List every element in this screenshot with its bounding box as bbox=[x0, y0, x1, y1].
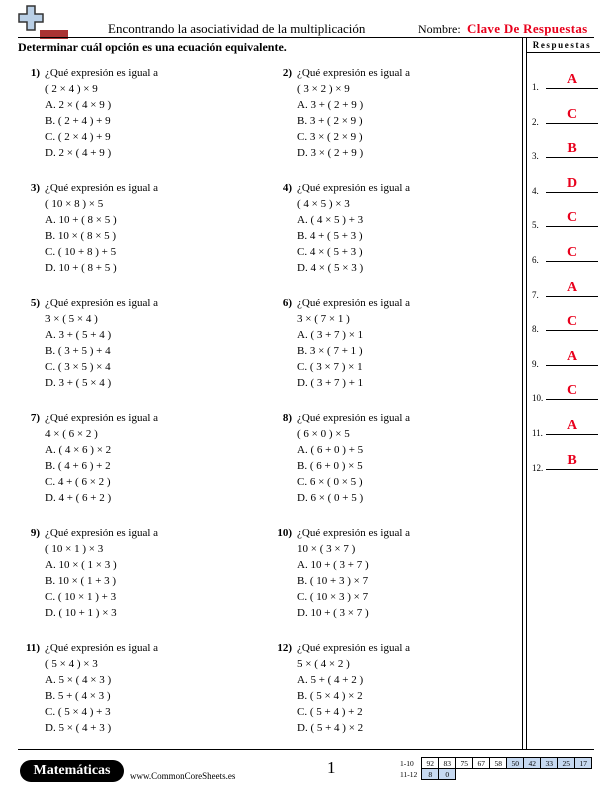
question-text: ¿Qué expresión es igual a bbox=[297, 297, 411, 309]
option-text: B. 4 + ( 5 + 3 ) bbox=[297, 230, 363, 242]
answer-number: 1. bbox=[532, 82, 539, 92]
expression-text: ( 3 × 2 ) × 9 bbox=[297, 83, 350, 95]
answer-line bbox=[546, 192, 598, 193]
answer-item bbox=[532, 275, 598, 301]
score-cell: 58 bbox=[490, 758, 507, 769]
problem-number: 2) bbox=[282, 67, 292, 79]
option-text: D. 6 × ( 0 + 5 ) bbox=[297, 492, 364, 504]
answer-line bbox=[546, 330, 598, 331]
option-text: B. ( 5 × 4 ) × 2 bbox=[297, 690, 363, 702]
answer-item bbox=[532, 205, 598, 231]
option-text: B. ( 4 + 6 ) + 2 bbox=[45, 460, 111, 472]
answer-item bbox=[532, 136, 598, 162]
name-label: Nombre: bbox=[418, 22, 461, 36]
option-text: A. 5 × ( 4 × 3 ) bbox=[45, 674, 112, 686]
option-text: C. ( 10 × 1 ) + 3 bbox=[45, 591, 117, 603]
answer-item bbox=[532, 448, 598, 474]
answer-line bbox=[546, 469, 598, 470]
answer-value: C bbox=[566, 314, 578, 330]
answer-value: A bbox=[566, 72, 578, 87]
answer-line bbox=[546, 365, 598, 366]
question-text: ¿Qué expresión es igual a bbox=[297, 527, 411, 539]
option-text: D. 3 × ( 2 + 9 ) bbox=[297, 147, 364, 159]
answer-number: 9. bbox=[532, 358, 539, 369]
answer-header-underline bbox=[526, 52, 600, 53]
option-text: C. ( 3 × 5 ) × 4 bbox=[45, 361, 111, 373]
problem-number: 7) bbox=[30, 412, 40, 424]
plus-logo-icon bbox=[18, 4, 68, 40]
answer-number: 12. bbox=[532, 462, 544, 473]
score-cell: 42 bbox=[524, 758, 541, 769]
answer-line bbox=[546, 157, 598, 158]
answer-item bbox=[532, 378, 598, 404]
option-text: A. ( 4 × 6 ) × 2 bbox=[45, 444, 112, 456]
answer-item bbox=[532, 102, 598, 128]
answer-number: 7. bbox=[532, 289, 539, 300]
answer-line bbox=[546, 261, 598, 262]
option-text: A. 10 × ( 1 × 3 ) bbox=[45, 559, 117, 571]
answer-number: 2. bbox=[532, 116, 539, 127]
option-text: C. ( 5 × 4 ) + 3 bbox=[45, 706, 111, 718]
score-cell: 8 bbox=[422, 769, 439, 780]
answer-value: A bbox=[566, 418, 578, 433]
option-text: D. ( 10 + 1 ) × 3 bbox=[45, 607, 117, 619]
option-text: A. ( 3 + 7 ) × 1 bbox=[297, 329, 364, 341]
option-text: B. ( 2 + 4 ) + 9 bbox=[45, 115, 111, 127]
problem-number: 8) bbox=[282, 412, 292, 424]
answer-value: A bbox=[566, 279, 578, 295]
answer-line bbox=[546, 399, 598, 400]
answer-value: A bbox=[566, 348, 578, 364]
option-text: A. 10 + ( 3 + 7 ) bbox=[297, 559, 369, 571]
score-row-label: 11-12 bbox=[400, 769, 418, 779]
score-cell: 33 bbox=[541, 758, 558, 769]
answer-number: 11. bbox=[532, 428, 543, 438]
option-text: A. 2 × ( 4 × 9 ) bbox=[45, 99, 112, 111]
problem-number: 9) bbox=[30, 527, 40, 539]
answer-value: C bbox=[566, 383, 578, 399]
answer-number: 8. bbox=[532, 324, 539, 335]
score-row-label: 1-10 bbox=[400, 758, 414, 768]
option-text: D. 4 + ( 6 + 2 ) bbox=[45, 492, 112, 504]
option-text: A. 10 + ( 8 × 5 ) bbox=[45, 214, 117, 226]
name-value: Clave De Respuestas bbox=[467, 21, 588, 36]
answer-item bbox=[532, 240, 598, 266]
option-text: B. 3 + ( 2 × 9 ) bbox=[297, 115, 363, 127]
option-text: C. 4 × ( 5 + 3 ) bbox=[297, 246, 363, 258]
score-cell: 17 bbox=[575, 758, 592, 769]
answer-number: 6. bbox=[532, 255, 539, 265]
answer-value: C bbox=[566, 210, 578, 226]
expression-text: ( 10 × 1 ) × 3 bbox=[45, 543, 104, 555]
answer-item bbox=[532, 413, 598, 439]
option-text: D. 4 × ( 5 × 3 ) bbox=[297, 262, 364, 274]
page-number: 1 bbox=[327, 758, 336, 777]
expression-text: 3 × ( 5 × 4 ) bbox=[45, 313, 98, 325]
question-text: ¿Qué expresión es igual a bbox=[45, 642, 159, 654]
option-text: B. ( 6 + 0 ) × 5 bbox=[297, 460, 363, 472]
page-title: Encontrando la asociatividad de la multiplicación bbox=[108, 21, 366, 36]
score-cell: 0 bbox=[439, 769, 456, 780]
option-text: D. 10 + ( 8 + 5 ) bbox=[45, 262, 117, 274]
score-table bbox=[398, 757, 592, 780]
footer-divider bbox=[18, 749, 594, 750]
option-text: C. ( 10 + 8 ) + 5 bbox=[45, 246, 117, 258]
score-cell: 50 bbox=[507, 758, 524, 769]
option-text: B. 5 + ( 4 × 3 ) bbox=[45, 690, 111, 702]
question-text: ¿Qué expresión es igual a bbox=[297, 412, 411, 424]
expression-text: ( 10 × 8 ) × 5 bbox=[45, 198, 104, 210]
option-text: C. ( 10 × 3 ) × 7 bbox=[297, 591, 369, 603]
answer-value: B bbox=[567, 141, 577, 157]
answer-item bbox=[532, 309, 598, 335]
expression-text: ( 4 × 5 ) × 3 bbox=[297, 198, 350, 210]
answer-line bbox=[546, 123, 598, 124]
score-cell: 25 bbox=[558, 758, 575, 769]
answers-header: Respuestas bbox=[532, 40, 592, 50]
option-text: A. ( 6 + 0 ) + 5 bbox=[297, 444, 364, 456]
question-text: ¿Qué expresión es igual a bbox=[45, 67, 159, 79]
question-text: ¿Qué expresión es igual a bbox=[297, 67, 411, 79]
option-text: C. ( 5 + 4 ) + 2 bbox=[297, 706, 363, 718]
problem-number: 10) bbox=[277, 527, 292, 539]
answer-item bbox=[532, 171, 598, 197]
question-text: ¿Qué expresión es igual a bbox=[45, 182, 159, 194]
expression-text: 4 × ( 6 × 2 ) bbox=[45, 428, 98, 440]
score-cell: 67 bbox=[473, 758, 490, 769]
answer-item bbox=[532, 344, 598, 370]
answer-value: B bbox=[567, 452, 577, 468]
question-text: ¿Qué expresión es igual a bbox=[297, 642, 411, 654]
answer-value: C bbox=[566, 245, 578, 260]
option-text: A. 3 + ( 2 + 9 ) bbox=[297, 99, 364, 111]
problem-number: 3) bbox=[30, 182, 40, 194]
option-text: D. 5 × ( 4 + 3 ) bbox=[45, 722, 112, 734]
problem-number: 11) bbox=[25, 642, 40, 654]
question-text: ¿Qué expresión es igual a bbox=[45, 412, 159, 424]
answer-number: 3. bbox=[532, 151, 539, 162]
option-text: D. ( 5 + 4 ) × 2 bbox=[297, 722, 364, 734]
option-text: B. ( 10 + 3 ) × 7 bbox=[297, 575, 369, 587]
expression-text: 5 × ( 4 × 2 ) bbox=[297, 658, 350, 670]
option-text: B. 10 × ( 1 + 3 ) bbox=[45, 575, 117, 587]
option-text: D. 10 + ( 3 × 7 ) bbox=[297, 607, 369, 619]
option-text: A. 3 + ( 5 + 4 ) bbox=[45, 329, 112, 341]
question-text: ¿Qué expresión es igual a bbox=[45, 527, 159, 539]
expression-text: 10 × ( 3 × 7 ) bbox=[297, 543, 356, 555]
option-text: A. ( 4 × 5 ) + 3 bbox=[297, 214, 364, 226]
option-text: C. 3 × ( 2 × 9 ) bbox=[297, 131, 363, 143]
expression-text: 3 × ( 7 × 1 ) bbox=[297, 313, 350, 325]
option-text: D. 2 × ( 4 + 9 ) bbox=[45, 147, 112, 159]
answer-value: D bbox=[566, 175, 578, 191]
score-cell: 92 bbox=[422, 758, 439, 769]
answer-number: 4. bbox=[532, 185, 539, 196]
option-text: A. 5 + ( 4 + 2 ) bbox=[297, 674, 364, 686]
problem-number: 5) bbox=[30, 297, 40, 309]
answer-number: 10. bbox=[532, 393, 544, 404]
answer-item bbox=[532, 67, 598, 93]
problem-number: 4) bbox=[282, 182, 292, 194]
problem-number: 12) bbox=[277, 642, 292, 654]
option-text: D. ( 3 + 7 ) + 1 bbox=[297, 377, 364, 389]
option-text: C. ( 2 × 4 ) + 9 bbox=[45, 131, 111, 143]
score-cell: 75 bbox=[456, 758, 473, 769]
option-text: D. 3 + ( 5 × 4 ) bbox=[45, 377, 112, 389]
question-text: ¿Qué expresión es igual a bbox=[45, 297, 159, 309]
header-divider bbox=[18, 37, 594, 38]
answer-number: 5. bbox=[532, 220, 539, 231]
answer-value: C bbox=[566, 106, 578, 122]
score-cell: 83 bbox=[439, 758, 456, 769]
instructions: Determinar cuál opción es una ecuación equivalente. bbox=[18, 40, 287, 54]
answer-line bbox=[546, 434, 598, 435]
expression-text: ( 2 × 4 ) × 9 bbox=[45, 83, 98, 95]
answer-column-divider-inner bbox=[526, 37, 527, 749]
problem-number: 6) bbox=[282, 297, 292, 309]
question-text: ¿Qué expresión es igual a bbox=[297, 182, 411, 194]
option-text: C. ( 3 × 7 ) × 1 bbox=[297, 361, 363, 373]
site-url: www.CommonCoreSheets.es bbox=[130, 771, 236, 781]
option-text: C. 6 × ( 0 × 5 ) bbox=[297, 476, 363, 488]
expression-text: ( 6 × 0 ) × 5 bbox=[297, 428, 350, 440]
option-text: B. ( 3 + 5 ) + 4 bbox=[45, 345, 111, 357]
subject-badge: Matemáticas bbox=[20, 760, 124, 782]
answer-line bbox=[546, 296, 598, 297]
option-text: B. 3 × ( 7 + 1 ) bbox=[297, 345, 363, 357]
problem-number: 1) bbox=[30, 67, 40, 79]
option-text: C. 4 + ( 6 × 2 ) bbox=[45, 476, 111, 488]
answer-column-divider bbox=[522, 37, 523, 749]
answer-line bbox=[546, 226, 598, 227]
option-text: B. 10 × ( 8 × 5 ) bbox=[45, 230, 117, 242]
expression-text: ( 5 × 4 ) × 3 bbox=[45, 658, 98, 670]
answer-line bbox=[546, 88, 598, 89]
